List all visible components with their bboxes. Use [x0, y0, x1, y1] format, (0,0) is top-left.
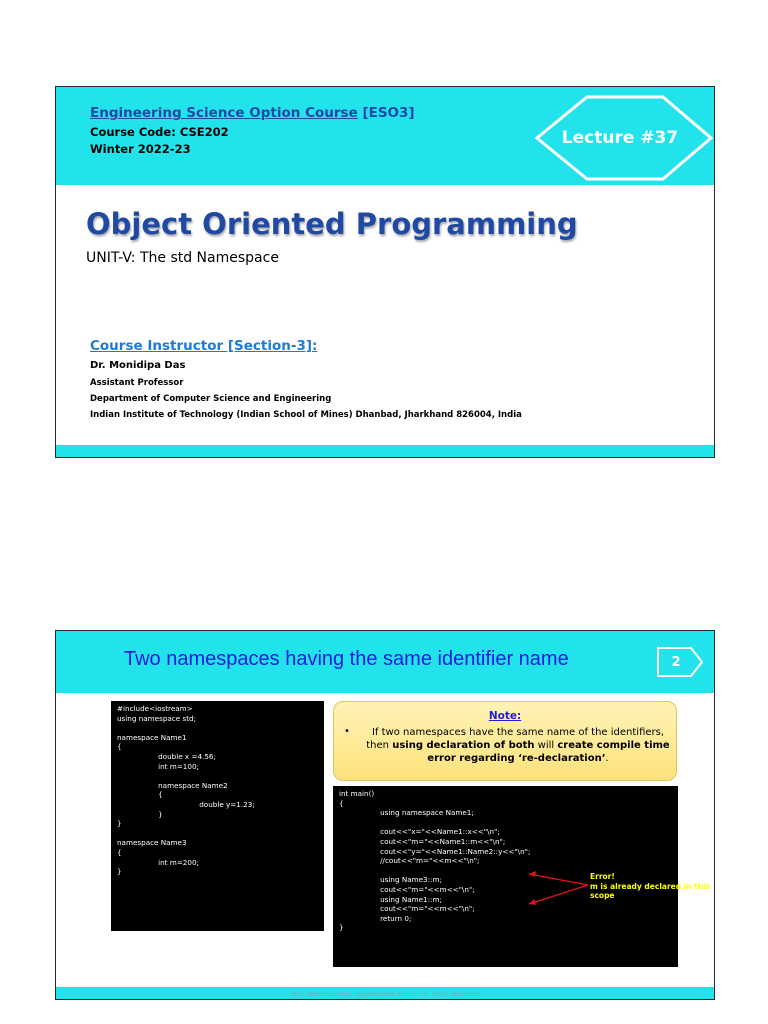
code-line: //cout<<"m="<<m<<"\n";: [339, 856, 480, 866]
code-line: using Name1::m;: [339, 894, 442, 904]
code-line: using Name3::m;: [339, 875, 442, 885]
code-line: int m=100;: [117, 761, 199, 771]
course-tag: [ESO3]: [362, 105, 415, 121]
slide-title: Two namespaces having the same identifier name: [124, 648, 569, 670]
instructor-name: Dr. Monidipa Das: [90, 360, 186, 371]
title-slide: [55, 86, 715, 458]
content-slide: [55, 630, 715, 1000]
note-heading: Note:: [488, 710, 522, 722]
term: Winter 2022-23: [90, 142, 191, 156]
footer-band: [56, 445, 714, 457]
code-line: cout<<"x="<<Name1::x<<"\n";: [339, 827, 500, 837]
code-line: int main(): [339, 789, 375, 798]
error-title: Error!: [590, 872, 615, 881]
code-line: using namespace std;: [117, 713, 196, 723]
code-line: return 0;: [339, 913, 412, 923]
code-line: int m=200;: [117, 857, 199, 867]
footer-credit: Prof. Monidipa Das, Department of CSE, IIT (ISM) Dhanbad: [290, 990, 480, 998]
note-box: [333, 701, 677, 781]
lecture-number: Lecture #37: [561, 128, 679, 148]
course-title: [90, 105, 415, 121]
department: Department of Computer Science and Engineering: [90, 394, 332, 404]
slide-title: Object Oriented Programming: [86, 207, 578, 241]
code-line: {: [117, 790, 163, 800]
code-line: }: [117, 819, 122, 829]
page-number: 2: [671, 654, 681, 670]
course-name: Engineering Science Option Course: [90, 105, 358, 121]
code-line: {: [117, 848, 122, 857]
code-line: }: [117, 809, 163, 819]
code-line: double y=1.23;: [117, 800, 255, 809]
error-arrows-icon: [333, 786, 678, 964]
error-message: m is already declared in this scope: [590, 882, 711, 900]
code-line: {: [339, 798, 344, 808]
code-line: double x =4.56;: [117, 752, 216, 761]
code-line: namespace Name2: [117, 780, 228, 790]
code-line: }: [339, 923, 344, 933]
code-line: namespace Name1: [117, 732, 187, 742]
note-text: If two namespaces have the same name of the identifiers, then using declaration of both will create compile time error regarding ‘re-declaration’.: [366, 727, 670, 764]
course-code: Course Code: CSE202: [90, 125, 229, 139]
code-line: cout<<"m="<<m<<"\n";: [339, 904, 475, 914]
code-block-namespaces: [111, 701, 324, 931]
bullet-icon: •: [344, 726, 350, 737]
code-line: namespace Name3: [117, 838, 187, 848]
code-line: #include<iostream>: [117, 704, 193, 713]
code-line: cout<<"y="<<Name1::Name2::y<<"\n";: [339, 846, 531, 856]
institute: Indian Institute of Technology (Indian School of Mines) Dhanbad, Jharkhand 826004, India: [90, 410, 522, 420]
instructor-heading: Course Instructor [Section-3]:: [90, 338, 318, 354]
code-line: using namespace Name1;: [339, 808, 474, 818]
unit-subtitle: UNIT-V: The std Namespace: [86, 250, 279, 266]
code-line: cout<<"m="<<Name1::m<<"\n";: [339, 837, 506, 846]
code-line: cout<<"m="<<m<<"\n";: [339, 885, 475, 894]
designation: Assistant Professor: [90, 378, 184, 388]
code-line: {: [117, 742, 122, 752]
code-line: }: [117, 867, 122, 877]
